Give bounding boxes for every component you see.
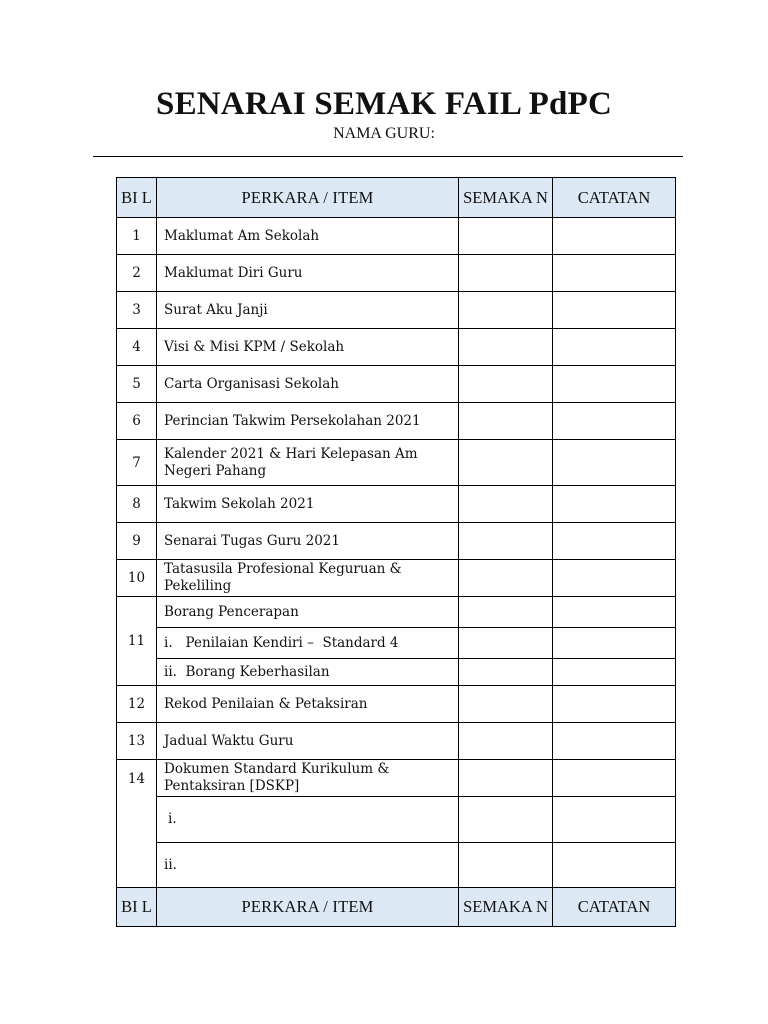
- table-footer-row: [117, 888, 676, 927]
- header-divider: [93, 156, 683, 157]
- notes-cell[interactable]: [553, 597, 676, 628]
- row-item: Rekod Penilaian & Petaksiran: [157, 686, 459, 723]
- row-item: Dokumen Standard Kurikulum & Pentaksiran [DSKP]: [157, 760, 459, 797]
- notes-cell[interactable]: [553, 560, 676, 597]
- check-cell[interactable]: [459, 366, 553, 403]
- table-row: [117, 366, 676, 403]
- row-number: 2: [117, 255, 157, 292]
- table-row: [117, 403, 676, 440]
- notes-cell[interactable]: [553, 329, 676, 366]
- table-row: [117, 560, 676, 597]
- page-title: SENARAI SEMAK FAIL PdPC: [156, 86, 612, 122]
- check-cell[interactable]: [459, 723, 553, 760]
- notes-cell[interactable]: [553, 760, 676, 797]
- table-header-row: [117, 178, 676, 218]
- check-cell[interactable]: [459, 628, 553, 659]
- column-header-check: SEMAKA N: [459, 178, 553, 218]
- table-subrow: [117, 797, 676, 843]
- notes-cell[interactable]: [553, 523, 676, 560]
- table-row: [117, 218, 676, 255]
- row-item: Carta Organisasi Sekolah: [157, 366, 459, 403]
- teacher-name-label: NAMA GURU:: [333, 125, 435, 142]
- notes-cell[interactable]: [553, 686, 676, 723]
- row-subitem: i. Penilaian Kendiri – Standard 4: [157, 628, 459, 659]
- table-row: [117, 723, 676, 760]
- column-footer-no: BI L: [117, 888, 157, 927]
- table-row: [117, 255, 676, 292]
- row-item: Perincian Takwim Persekolahan 2021: [157, 403, 459, 440]
- notes-cell[interactable]: [553, 440, 676, 486]
- checklist-table: [116, 177, 676, 927]
- check-cell[interactable]: [459, 255, 553, 292]
- check-cell[interactable]: [459, 659, 553, 686]
- table-row: [117, 597, 676, 628]
- column-footer-notes: CATATAN: [553, 888, 676, 927]
- notes-cell[interactable]: [553, 403, 676, 440]
- row-number: 10: [117, 560, 157, 597]
- row-item: Visi & Misi KPM / Sekolah: [157, 329, 459, 366]
- row-item: Surat Aku Janji: [157, 292, 459, 329]
- table-row: [117, 440, 676, 486]
- row-item: Takwim Sekolah 2021: [157, 486, 459, 523]
- table-subrow: [117, 843, 676, 888]
- row-item: Tatasusila Profesional Keguruan & Pekeliling: [157, 560, 459, 597]
- row-number: 14: [117, 760, 157, 888]
- check-cell[interactable]: [459, 523, 553, 560]
- row-item: Borang Pencerapan: [157, 597, 459, 628]
- row-item: Senarai Tugas Guru 2021: [157, 523, 459, 560]
- check-cell[interactable]: [459, 560, 553, 597]
- check-cell[interactable]: [459, 760, 553, 797]
- row-number: 8: [117, 486, 157, 523]
- check-cell[interactable]: [459, 292, 553, 329]
- notes-cell[interactable]: [553, 218, 676, 255]
- notes-cell[interactable]: [553, 659, 676, 686]
- check-cell[interactable]: [459, 843, 553, 888]
- notes-cell[interactable]: [553, 486, 676, 523]
- table-subrow: [117, 659, 676, 686]
- row-item: Maklumat Am Sekolah: [157, 218, 459, 255]
- notes-cell[interactable]: [553, 628, 676, 659]
- row-number: 5: [117, 366, 157, 403]
- row-subitem: ii.: [157, 843, 459, 888]
- check-cell[interactable]: [459, 686, 553, 723]
- column-header-no: BI L: [117, 178, 157, 218]
- notes-cell[interactable]: [553, 366, 676, 403]
- row-number: 12: [117, 686, 157, 723]
- row-subitem: ii. Borang Keberhasilan: [157, 659, 459, 686]
- check-cell[interactable]: [459, 403, 553, 440]
- check-cell[interactable]: [459, 597, 553, 628]
- row-number: 7: [117, 440, 157, 486]
- row-number: 6: [117, 403, 157, 440]
- table-row: [117, 686, 676, 723]
- row-item: Maklumat Diri Guru: [157, 255, 459, 292]
- row-item: Jadual Waktu Guru: [157, 723, 459, 760]
- row-subitem: i.: [157, 797, 459, 843]
- table-subrow: [117, 628, 676, 659]
- row-number: 9: [117, 523, 157, 560]
- column-footer-check: SEMAKA N: [459, 888, 553, 927]
- table-row: [117, 760, 676, 797]
- column-footer-item: PERKARA / ITEM: [157, 888, 459, 927]
- table-row: [117, 292, 676, 329]
- notes-cell[interactable]: [553, 723, 676, 760]
- row-number: 3: [117, 292, 157, 329]
- notes-cell[interactable]: [553, 255, 676, 292]
- table-row: [117, 523, 676, 560]
- check-cell[interactable]: [459, 486, 553, 523]
- row-number: 13: [117, 723, 157, 760]
- check-cell[interactable]: [459, 797, 553, 843]
- check-cell[interactable]: [459, 218, 553, 255]
- row-number: 11: [117, 597, 157, 686]
- table-row: [117, 486, 676, 523]
- row-number: 4: [117, 329, 157, 366]
- notes-cell[interactable]: [553, 292, 676, 329]
- column-header-notes: CATATAN: [553, 178, 676, 218]
- check-cell[interactable]: [459, 440, 553, 486]
- row-item: Kalender 2021 & Hari Kelepasan Am Negeri Pahang: [157, 440, 459, 486]
- row-number: 1: [117, 218, 157, 255]
- notes-cell[interactable]: [553, 843, 676, 888]
- notes-cell[interactable]: [553, 797, 676, 843]
- table-row: [117, 329, 676, 366]
- column-header-item: PERKARA / ITEM: [157, 178, 459, 218]
- check-cell[interactable]: [459, 329, 553, 366]
